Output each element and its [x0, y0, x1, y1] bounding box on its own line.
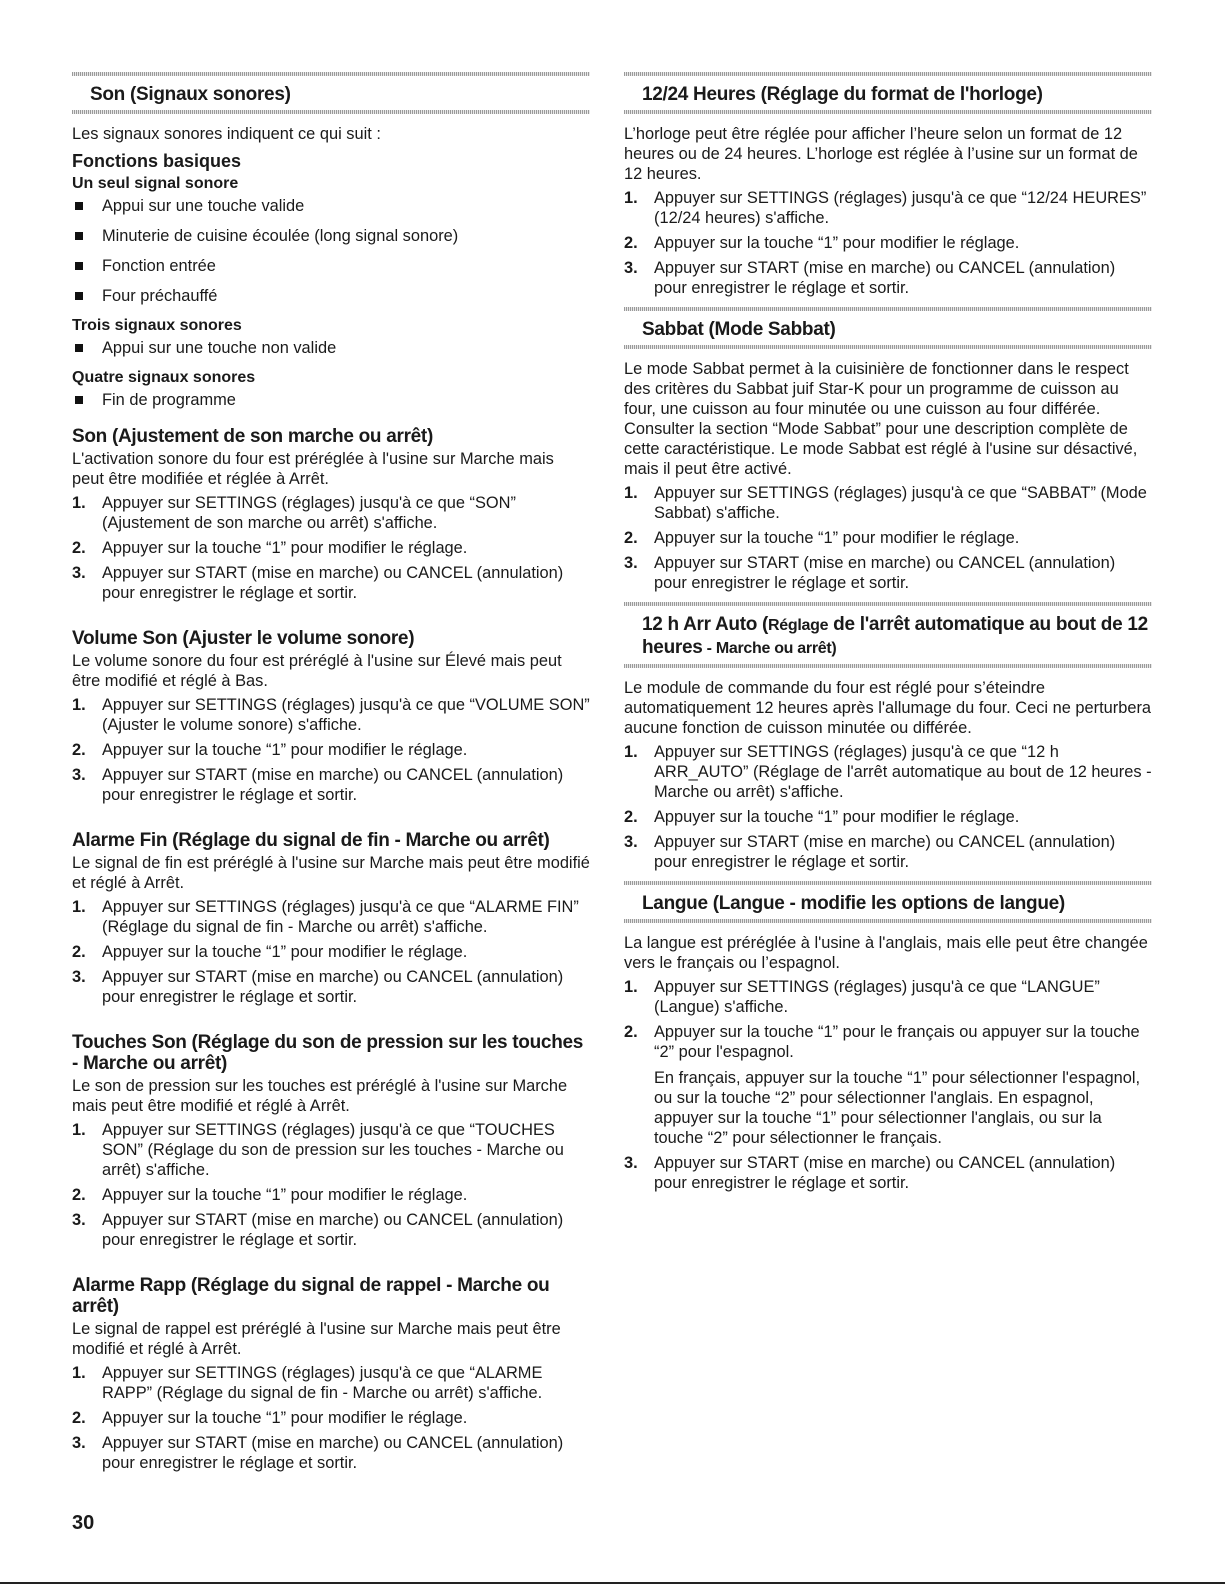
four-signal-title: Quatre signaux sonores — [72, 369, 256, 386]
section-title: Volume Son (Ajuster le volume sonore) — [72, 628, 415, 649]
section-intro: Le signal de rappel est préréglé à l'usine sur Marche mais peut être modifié et réglé à Arrêt. — [72, 1320, 561, 1358]
section-title: Touches Son (Réglage du son de pression sur les touches - Marche ou arrêt) — [72, 1032, 584, 1074]
heures-title: 12/24 Heures (Réglage du format de l'horloge) — [642, 84, 1043, 105]
right-column — [624, 72, 1152, 1198]
steps-list — [72, 1120, 590, 1250]
list-item: Fonction entrée — [72, 256, 590, 276]
sabbat-intro: Le mode Sabbat permet à la cuisinière de fonctionner dans le respect des critères du Sabbat juif Star-K pour un programme de cuisson au four, une cuisson au four minutée ou une cuisson au four différée. Consulter la section “Mode Sabbat” pour une description complète de cette caractéristique. Le mode Sabbat est réglé à l'usine sur désactivé, mais il peut être activé. — [624, 360, 1138, 478]
section-rule-bottom — [624, 345, 1152, 349]
step-item: 1. Appuyer sur SETTINGS (réglages) jusqu'à ce que “LANGUE” (Langue) s'affiche. — [624, 978, 1100, 1016]
bullet-icon — [75, 262, 83, 270]
step-item: 3. Appuyer sur START (mise en marche) ou CANCEL (annulation) pour enregistrer le réglage et sortir. — [72, 564, 564, 602]
section-intro: Le son de pression sur les touches est préréglé à l'usine sur Marche mais peut être modifié et réglé à Arrêt. — [72, 1077, 568, 1115]
son-signaux-title: Son (Signaux sonores) — [90, 84, 291, 105]
step-item: 1. Appuyer sur SETTINGS (réglages) jusqu'à ce que “VOLUME SON” (Ajuster le volume sonore) s'affiche. — [72, 696, 590, 734]
step-item: 1. Appuyer sur SETTINGS (réglages) jusqu'à ce que “TOUCHES SON” (Réglage du son de pression sur les touches - Marche ou arrêt) s'affiche. — [72, 1121, 564, 1179]
steps-list — [624, 742, 1152, 872]
list-item: Four préchauffé — [72, 286, 590, 306]
step-item: 3. Appuyer sur START (mise en marche) ou CANCEL (annulation) pour enregistrer le réglage et sortir. — [624, 554, 1116, 592]
single-signal-list — [72, 196, 590, 306]
steps-list — [624, 188, 1152, 298]
list-item: Minuterie de cuisine écoulée (long signal sonore) — [72, 226, 590, 246]
steps-list — [72, 695, 590, 805]
left-column — [72, 72, 590, 1478]
section-intro: Le signal de fin est préréglé à l'usine sur Marche mais peut être modifié et réglé à Arrêt. — [72, 854, 590, 892]
step-item: 2. Appuyer sur la touche “1” pour modifier le réglage. — [624, 234, 1020, 252]
section-title: Alarme Rapp (Réglage du signal de rappel - Marche ou arrêt) — [72, 1275, 550, 1317]
section-title: Son (Ajustement de son marche ou arrêt) — [72, 426, 433, 447]
step-item: 1. Appuyer sur SETTINGS (réglages) jusqu'à ce que “SABBAT” (Mode Sabbat) s'affiche. — [624, 484, 1147, 522]
step-item: 2. Appuyer sur la touche “1” pour modifier le réglage. — [72, 539, 468, 557]
step-item: 3. Appuyer sur START (mise en marche) ou CANCEL (annulation) pour enregistrer le réglage et sortir. — [72, 1434, 564, 1472]
son-intro: Les signaux sonores indiquent ce qui suit : — [72, 125, 381, 143]
steps-list — [72, 493, 590, 603]
section-rule-bottom — [624, 664, 1152, 668]
step-item: 2. Appuyer sur la touche “1” pour le français ou appuyer sur la touche “2” pour l'espagnol. En français, appuyer sur la touche “1” pour sélectionner l'espagnol, ou sur la touche “2” pour sélectionner l'anglais. En espagnol, appuyer sur la touche “1” pour sélectionner l'anglais, ou sur la touche “2” pour sélectionner le français. — [624, 1022, 1152, 1148]
step-item: 3. Appuyer sur START (mise en marche) ou CANCEL (annulation) pour enregistrer le réglage et sortir. — [72, 968, 564, 1006]
steps-list — [624, 977, 1152, 1193]
step-item: 2. Appuyer sur la touche “1” pour modifier le réglage. — [72, 1186, 468, 1204]
step-item: 2. Appuyer sur la touche “1” pour modifier le réglage. — [624, 529, 1020, 547]
steps-list — [624, 483, 1152, 593]
section-rule-bottom — [624, 919, 1152, 923]
heures-intro: L’horloge peut être réglée pour afficher l’heure selon un format de 12 heures ou de 24 heures. L’horloge est réglée à l’usine sur un format de 12 heures. — [624, 125, 1138, 183]
section-intro: Le volume sonore du four est préréglé à l'usine sur Élevé mais peut être modifié et réglé à Bas. — [72, 652, 562, 690]
step-item: 3. Appuyer sur START (mise en marche) ou CANCEL (annulation) pour enregistrer le réglage et sortir. — [624, 833, 1116, 871]
step-item: 1. Appuyer sur SETTINGS (réglages) jusqu'à ce que “ALARME FIN” (Réglage du signal de fin - Marche ou arrêt) s'affiche. — [72, 898, 579, 936]
step-item: 1. Appuyer sur SETTINGS (réglages) jusqu'à ce que “SON” (Ajustement de son marche ou arrêt) s'affiche. — [72, 494, 516, 532]
bullet-icon — [75, 292, 83, 300]
step-item: 2. Appuyer sur la touche “1” pour modifier le réglage. — [72, 741, 468, 759]
section-rule-bottom — [72, 110, 590, 114]
bullet-icon — [75, 202, 83, 210]
three-signal-list — [72, 338, 590, 358]
step-item: 1. Appuyer sur SETTINGS (réglages) jusqu'à ce que “12/24 HEURES” (12/24 heures) s'affiche. — [624, 189, 1147, 227]
page-number: 30 — [72, 1512, 95, 1534]
step-item: 2. Appuyer sur la touche “1” pour modifier le réglage. — [624, 808, 1020, 826]
arret-auto-title: 12 h Arr Auto (Réglage de l'arrêt automatique au bout de 12 heures - Marche ou arrêt) — [642, 614, 1148, 658]
step-note: En français, appuyer sur la touche “1” pour sélectionner l'espagnol, ou sur la touche “2” pour sélectionner l'anglais. En espagnol, appuyer sur la touche “1” pour sélectionner l'anglais, ou sur la touche “2” pour sélectionner le français. — [654, 1069, 1141, 1147]
three-signal-title: Trois signaux sonores — [72, 317, 242, 334]
bottom-rule — [0, 1582, 1225, 1584]
steps-list — [72, 897, 590, 1007]
bullet-icon — [75, 396, 83, 404]
bullet-icon — [75, 344, 83, 352]
section-intro: L'activation sonore du four est préréglée à l'usine sur Marche mais peut être modifiée et réglée à Arrêt. — [72, 450, 554, 488]
list-item: Appui sur une touche valide — [72, 196, 590, 216]
four-signal-list — [72, 390, 590, 410]
step-item: 2. Appuyer sur la touche “1” pour modifier le réglage. — [72, 1409, 468, 1427]
step-item: 2. Appuyer sur la touche “1” pour modifier le réglage. — [72, 943, 468, 961]
step-item: 3. Appuyer sur START (mise en marche) ou CANCEL (annulation) pour enregistrer le réglage et sortir. — [624, 1154, 1116, 1192]
basic-functions-title: Fonctions basiques — [72, 151, 242, 171]
step-item: 3. Appuyer sur START (mise en marche) ou CANCEL (annulation) pour enregistrer le réglage et sortir. — [624, 259, 1116, 297]
step-item: 1. Appuyer sur SETTINGS (réglages) jusqu'à ce que “12 h ARR_AUTO” (Réglage de l'arrêt automatique au bout de 12 heures - Marche ou arrêt) s'affiche. — [624, 743, 1152, 801]
langue-intro: La langue est préréglée à l'usine à l'anglais, mais elle peut être changée vers le français ou l’espagnol. — [624, 934, 1148, 972]
bullet-icon — [75, 232, 83, 240]
single-signal-title: Un seul signal sonore — [72, 175, 239, 192]
sabbat-title: Sabbat (Mode Sabbat) — [642, 319, 836, 340]
list-item: Fin de programme — [72, 390, 590, 410]
step-item: 3. Appuyer sur START (mise en marche) ou CANCEL (annulation) pour enregistrer le réglage et sortir. — [72, 766, 564, 804]
section-title: Alarme Fin (Réglage du signal de fin - Marche ou arrêt) — [72, 830, 550, 851]
step-item: 1. Appuyer sur SETTINGS (réglages) jusqu'à ce que “ALARME RAPP” (Réglage du signal de fin - Marche ou arrêt) s'affiche. — [72, 1364, 543, 1402]
steps-list — [72, 1363, 590, 1473]
step-item: 3. Appuyer sur START (mise en marche) ou CANCEL (annulation) pour enregistrer le réglage et sortir. — [72, 1211, 564, 1249]
arret-intro: Le module de commande du four est réglé pour s’éteindre automatiquement 12 heures après l'allumage du four. Ceci ne perturbera aucune fonction de cuisson minutée ou différée. — [624, 679, 1152, 737]
list-item: Appui sur une touche non valide — [72, 338, 590, 358]
section-rule-bottom — [624, 110, 1152, 114]
langue-title: Langue (Langue - modifie les options de langue) — [642, 893, 1065, 914]
